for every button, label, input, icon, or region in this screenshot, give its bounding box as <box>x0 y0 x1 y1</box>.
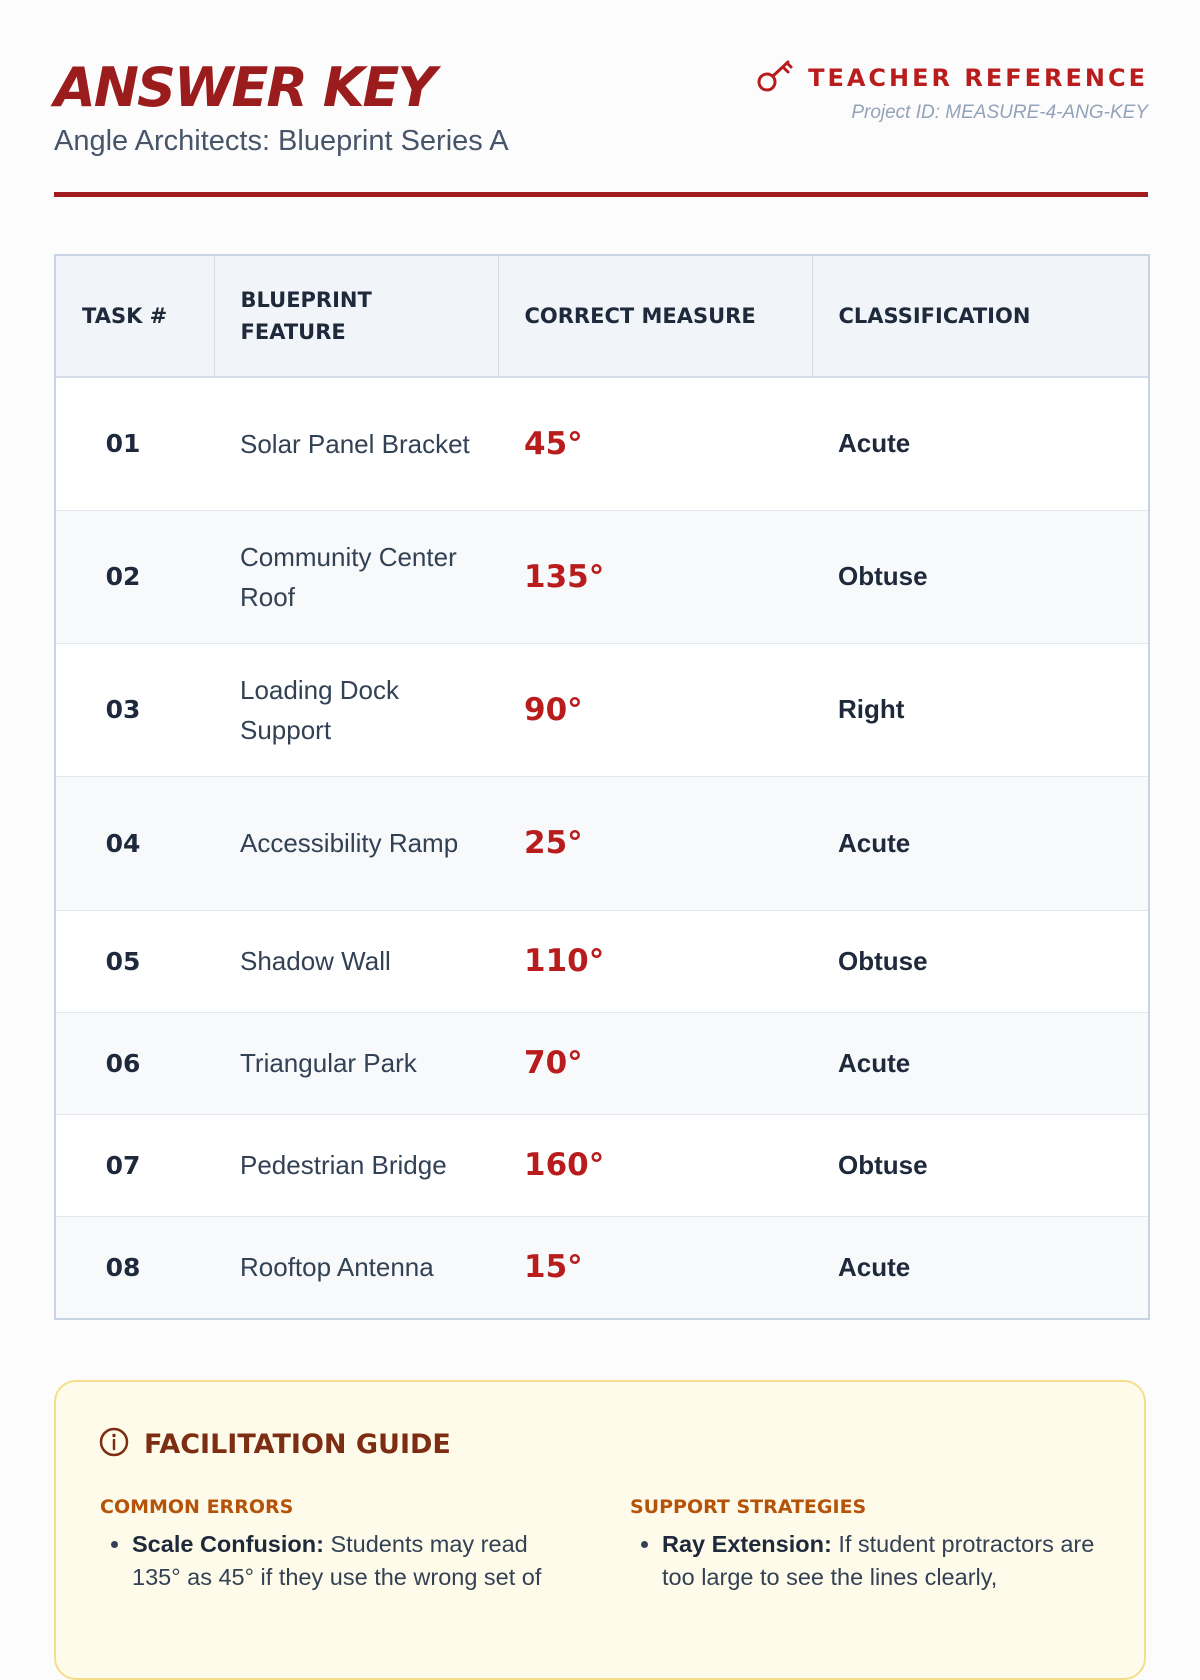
classification: Obtuse <box>812 1114 1148 1216</box>
error-text: Students may read 135° as 45° if they use the wrong set of <box>132 1531 542 1590</box>
key-icon <box>756 58 794 99</box>
correct-measure: 90° <box>498 643 812 776</box>
classification: Obtuse <box>812 910 1148 1012</box>
classification: Acute <box>812 1216 1148 1318</box>
blueprint-feature: Rooftop Antenna <box>214 1216 498 1318</box>
strategy-label: Ray Extension: <box>662 1531 832 1557</box>
table-row <box>56 1216 1148 1318</box>
blueprint-feature: Loading Dock Support <box>214 643 498 776</box>
list-item <box>132 1528 570 1594</box>
task-number: 06 <box>56 1012 214 1114</box>
classification: Acute <box>812 776 1148 910</box>
project-id: Project ID: MEASURE-4-ANG-KEY <box>851 102 1148 123</box>
table-row <box>56 377 1148 510</box>
correct-measure: 45° <box>498 377 812 510</box>
table-row <box>56 1114 1148 1216</box>
blueprint-feature: Accessibility Ramp <box>214 776 498 910</box>
error-label: Scale Confusion: <box>132 1531 324 1557</box>
support-strategies-section <box>630 1496 1100 1594</box>
correct-measure: 70° <box>498 1012 812 1114</box>
page-subtitle: Angle Architects: Blueprint Series A <box>54 125 509 157</box>
task-number: 01 <box>56 377 214 510</box>
facilitation-guide-title: FACILITATION GUIDE <box>144 1429 451 1460</box>
correct-measure: 110° <box>498 910 812 1012</box>
table-row <box>56 1012 1148 1114</box>
column-header-measure: CORRECT MEASURE <box>498 256 812 377</box>
classification: Right <box>812 643 1148 776</box>
answer-key-header <box>54 58 1148 202</box>
answer-table <box>54 254 1150 1320</box>
teacher-reference-badge <box>756 58 1148 98</box>
blueprint-feature: Community Center Roof <box>214 510 498 643</box>
task-number: 04 <box>56 776 214 910</box>
table-row <box>56 510 1148 643</box>
teacher-reference-label: TEACHER REFERENCE <box>808 64 1148 92</box>
classification: Acute <box>812 1012 1148 1114</box>
strategy-text: If student protractors are too large to see the lines clearly, <box>662 1531 1095 1590</box>
blueprint-feature: Pedestrian Bridge <box>214 1114 498 1216</box>
task-number: 05 <box>56 910 214 1012</box>
support-strategies-title: SUPPORT STRATEGIES <box>630 1496 867 1518</box>
task-number: 03 <box>56 643 214 776</box>
column-header-task: TASK # <box>56 256 214 377</box>
list-item <box>662 1528 1100 1594</box>
facilitation-guide <box>54 1380 1146 1680</box>
correct-measure: 25° <box>498 776 812 910</box>
header-divider <box>54 192 1148 197</box>
task-number: 08 <box>56 1216 214 1318</box>
column-header-classification: CLASSIFICATION <box>812 256 1148 377</box>
table-header-row <box>56 256 1148 377</box>
column-header-feature: BLUEPRINT FEATURE <box>214 256 498 377</box>
info-icon <box>98 1426 130 1463</box>
table-row <box>56 910 1148 1012</box>
task-number: 07 <box>56 1114 214 1216</box>
facilitation-guide-header <box>98 1426 451 1463</box>
classification: Obtuse <box>812 510 1148 643</box>
classification: Acute <box>812 377 1148 510</box>
page-title: ANSWER KEY <box>54 56 435 119</box>
common-errors-title: COMMON ERRORS <box>100 1496 294 1518</box>
table-row <box>56 643 1148 776</box>
correct-measure: 135° <box>498 510 812 643</box>
correct-measure: 15° <box>498 1216 812 1318</box>
correct-measure: 160° <box>498 1114 812 1216</box>
task-number: 02 <box>56 510 214 643</box>
blueprint-feature: Solar Panel Bracket <box>214 377 498 510</box>
blueprint-feature: Triangular Park <box>214 1012 498 1114</box>
table-row <box>56 776 1148 910</box>
blueprint-feature: Shadow Wall <box>214 910 498 1012</box>
common-errors-section <box>100 1496 570 1594</box>
